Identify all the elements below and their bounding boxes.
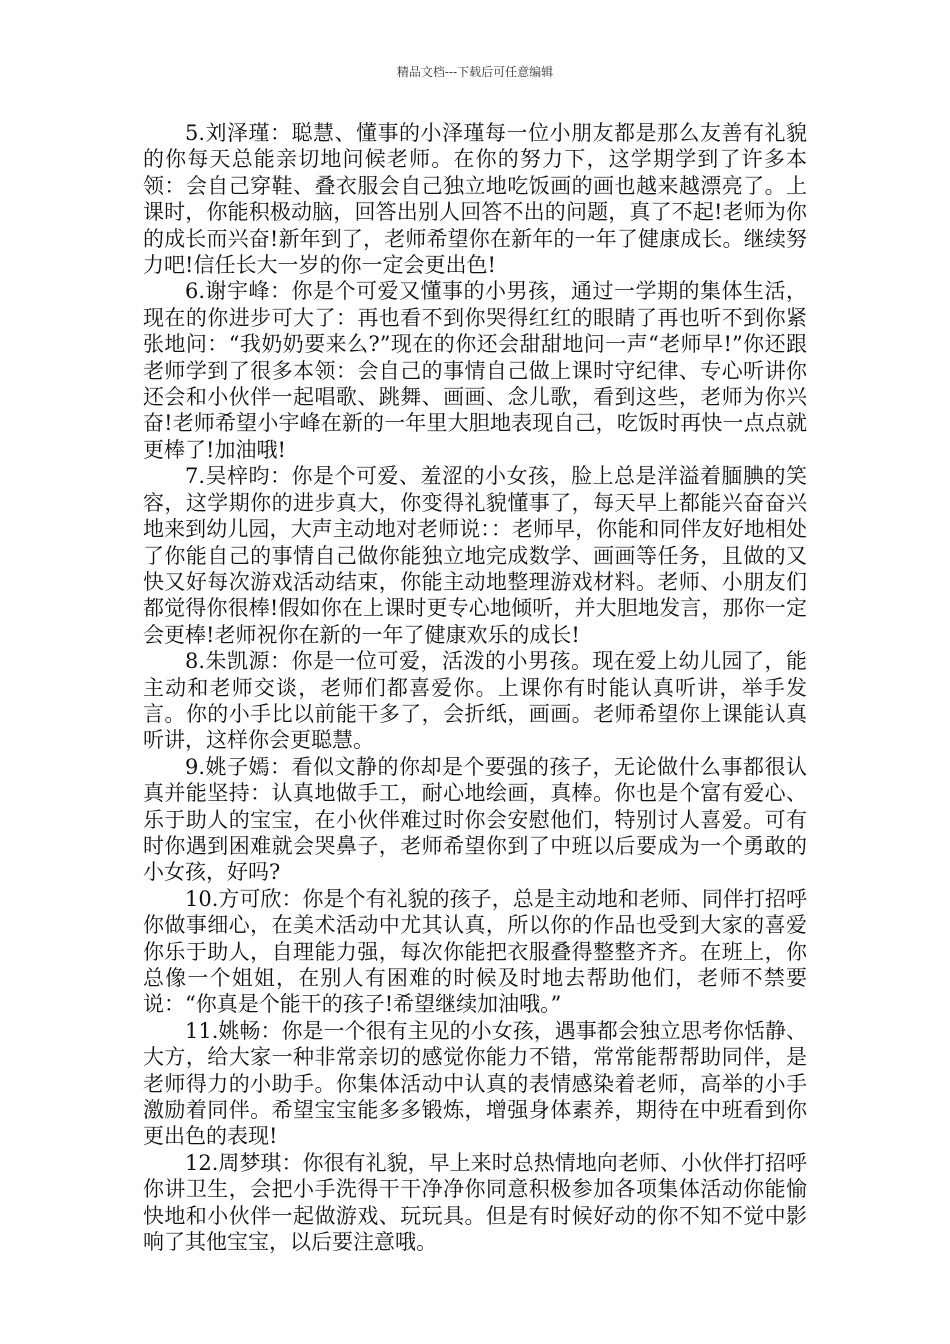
comment-paragraph-11: 11.姚畅：你是一个很有主见的小女孩，遇事都会独立思考你恬静、大方，给大家一种非常亲切的感觉你能力不错，常常能帮帮助同伴，是老师得力的小助手。你集体活动中认真的表情感染着老师，高举的小手激励着同伴。希望宝宝能多多锻炼，增强身体素养，期待在中班看到你更出色的表现! [143,1018,807,1149]
comment-paragraph-10: 10.方可欣：你是个有礼貌的孩子，总是主动地和老师、同伴打招呼你做事细心，在美术活动中尤其认真，所以你的作品也受到大家的喜爱你乐于助人，自理能力强，每次你能把衣服叠得整整齐齐。在班上，你总像一个姐姐，在别人有困难的时候及时地去帮助他们，老师不禁要说：“你真是个能干的孩子!希望继续加油哦。” [143,886,807,1017]
comment-paragraph-5: 5.刘泽瑾：聪慧、懂事的小泽瑾每一位小朋友都是那么友善有礼貌的你每天总能亲切地问候老师。在你的努力下，这学期学到了许多本领：会自己穿鞋、叠衣服会自己独立地吃饭画的画也越来越漂亮了。上课时，你能积极动脑，回答出别人回答不出的问题，真了不起!老师为你的成长而兴奋!新年到了，老师希望你在新年的一年了健康成长。继续努力吧!信任长大一岁的你一定会更出色! [143,121,807,278]
comment-paragraph-7: 7.吴梓昀：你是个可爱、羞涩的小女孩，脸上总是洋溢着腼腆的笑容，这学期你的进步真大，你变得礼貌懂事了，每天早上都能兴奋奋兴地来到幼儿园，大声主动地对老师说：：老师早，你能和同伴友好地相处了你能自己的事情自己做你能独立地完成数学、画画等任务，且做的又快又好每次游戏活动结束，你能主动地整理游戏材料。老师、小朋友们都觉得你很棒!假如你在上课时更专心地倾听，并大胆地发言，那你一定会更棒!老师祝你在新的一年了健康欢乐的成长! [143,464,807,647]
page-header: 精品文档---下载后可任意编辑 [396,65,554,79]
comment-paragraph-6: 6.谢宇峰：你是个可爱又懂事的小男孩，通过一学期的集体生活，现在的你进步可大了：再也看不到你哭得红红的眼睛了再也听不到你紧张地问：“我奶奶要来么?”现在的你还会甜甜地问一声“老师早!”你还跟老师学到了很多本领：会自己的事情自己做上课时守纪律、专心听讲你还会和小伙伴一起唱歌、跳舞、画画、念儿歌，看到这些，老师为你兴奋!老师希望小宇峰在新的一年里大胆地表现自己，吃饭时再快一点点就更棒了!加油哦! [143,279,807,462]
comment-paragraph-12: 12.周梦琪：你很有礼貌，早上来时总热情地向老师、小伙伴打招呼你讲卫生，会把小手洗得干干净净你同意积极参加各项集体活动你能愉快地和小伙伴一起做游戏、玩玩具。但是有时候好动的你不知不觉中影响了其他宝宝，以后要注意哦。 [143,1150,807,1255]
comment-paragraph-9: 9.姚子嫣：看似文静的你却是个要强的孩子，无论做什么事都很认真并能坚持：认真地做手工，耐心地绘画，真棒。你也是个富有爱心、乐于助人的宝宝，在小伙伴难过时你会安慰他们，特别讨人喜爱。可有时你遇到困难就会哭鼻子，老师希望你到了中班以后要成为一个勇敢的小女孩，好吗? [143,754,807,885]
document-body [143,120,807,1255]
comment-paragraph-8: 8.朱凯源：你是一位可爱，活泼的小男孩。现在爱上幼儿园了，能主动和老师交谈，老师们都喜爱你。上课你有时能认真听讲，举手发言。你的小手比以前能干多了，会折纸，画画。老师希望你上课能认真听讲，这样你会更聪慧。 [143,649,807,753]
